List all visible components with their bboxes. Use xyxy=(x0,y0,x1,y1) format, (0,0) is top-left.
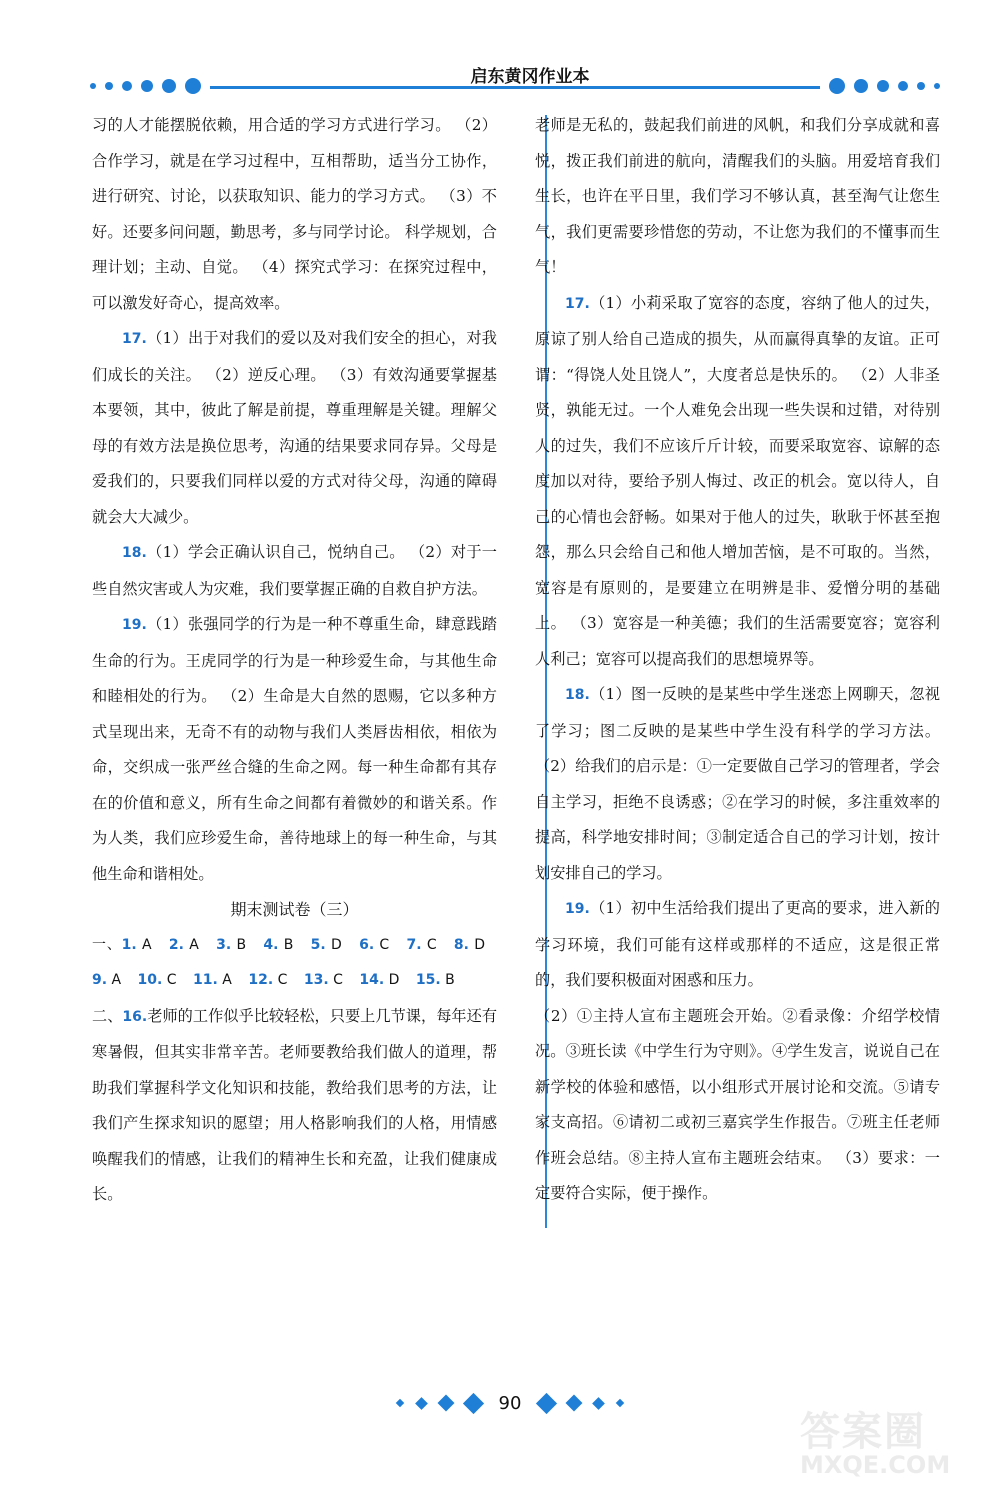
dot-icon xyxy=(934,83,940,89)
question-number: 18. xyxy=(565,687,590,703)
mc-choice: D xyxy=(325,936,342,953)
left-column xyxy=(92,108,497,1213)
right-column xyxy=(535,108,940,1212)
watermark-bottom: MXQE.COM xyxy=(800,1451,951,1479)
mc-choice: B xyxy=(231,936,247,953)
answer-text: （1）出于对我们的爱以及对我们安全的担心，对我们成长的关注。 （2）逆反心理。 （3）有效沟通要掌握基本要领，其中，彼此了解是前提，尊重理解是关键。理解父母的有效方法是换位思考，沟通的结果要求同存异。父母是爱我们的，只要我们同样以爱的方式对待父母，沟通的障碍就会大大减少。 xyxy=(92,329,497,526)
diamond-icon xyxy=(437,1395,454,1412)
mc-choice: A xyxy=(107,972,122,988)
header-dots-right xyxy=(829,78,940,94)
mc-answer xyxy=(416,972,455,988)
mc-number: 1. xyxy=(121,936,137,953)
diamond-icon xyxy=(566,1395,583,1412)
dot-icon xyxy=(854,79,868,93)
question-number: 19. xyxy=(565,901,590,917)
question-number: 19. xyxy=(122,617,147,633)
section-prefix: 一、 xyxy=(92,936,122,953)
dot-icon xyxy=(141,80,153,92)
mc-number: 12. xyxy=(248,972,274,988)
mc-answer xyxy=(263,937,293,953)
answer-text: （1）小莉采取了宽容的态度，容纳了他人的过失，原谅了别人给自己造成的损失，从而赢得真挚的友谊。正可谓：“得饶人处且饶人”，大度者总是快乐的。 （2）人非圣贤，孰能无过。一个人难免会出现一些失误和过错，对待别人的过失，我们不应该斤斤计较，而要采取宽容、谅解的态度加以对待，要给予别人悔过、改正的机会。宽以待人，自己的心情也会舒畅。如果对于他人的过失，耿耿于怀甚至抱怨，那么只会给自己和他人增加苦恼，是不可取的。当然，宽容是有原则的，是要建立在明辨是非、爱憎分明的基础上。 （3）宽容是一种美德；我们的生活需要宽容；宽容利人利己；宽容可以提高我们的思想境界等。 xyxy=(535,293,940,668)
mc-choice: B xyxy=(278,936,294,953)
mc-answer xyxy=(359,972,399,988)
question-number: 18. xyxy=(122,545,147,561)
dot-icon xyxy=(90,83,96,89)
mc-number: 15. xyxy=(415,972,441,988)
mc-choice: A xyxy=(136,936,152,953)
answer-text: （1）图一反映的是某些中学生迷恋上网聊天，忽视了学习；图二反映的是某些中学生没有科学的学习方法。 （2）给我们的启示是：①一定要做自己学习的管理者，学会自主学习，拒绝不良诱惑；②在学习的时候，多注重效率的提高，科学地安排时间；③制定适合自己的学习计划，按计划安排自己的学习。 xyxy=(535,685,940,882)
diamond-icon xyxy=(536,1392,557,1413)
mc-answer xyxy=(193,972,232,988)
answer-19 xyxy=(535,891,940,999)
question-number: 16. xyxy=(122,1008,148,1025)
mc-answer xyxy=(454,937,485,953)
mc-answer xyxy=(359,937,389,953)
mc-number: 3. xyxy=(216,936,232,953)
mc-choice: D xyxy=(384,972,400,988)
dot-icon xyxy=(185,78,201,94)
mc-answer xyxy=(216,937,246,953)
dot-icon xyxy=(877,80,889,92)
mc-number: 2. xyxy=(168,936,184,953)
page-header xyxy=(90,62,940,102)
mc-choice: C xyxy=(421,936,437,953)
multiple-choice-answers xyxy=(92,928,497,999)
answer-19-part2: （2）①主持人宣布主题班会开始。②看录像：介绍学校情况。③班长读《中学生行为守则》。④学生发言，说说自己在新学校的体验和感悟，以小组形式开展讨论和交流。⑤请专家支高招。⑥请初二或初三嘉宾学生作报告。⑦班主任老师作班会总结。⑧主持人宣布主题班会结束。 （3）要求：一定要符合实际，便于操作。 xyxy=(535,1006,940,1202)
dot-icon xyxy=(122,81,132,91)
watermark-logo xyxy=(800,1400,970,1480)
diamond-icon xyxy=(395,1399,403,1407)
mc-answer xyxy=(248,972,287,988)
mc-answer xyxy=(138,972,177,988)
mc-answer xyxy=(169,937,199,953)
mc-choice: C xyxy=(374,936,390,953)
header-title: 启东黄冈作业本 xyxy=(470,67,590,87)
mc-number: 11. xyxy=(193,972,218,988)
mc-choice: D xyxy=(468,936,486,953)
answer-16 xyxy=(92,999,497,1213)
answer-17 xyxy=(535,286,940,678)
mc-choice: B xyxy=(440,972,455,988)
dot-icon xyxy=(105,82,113,90)
mc-answer xyxy=(92,972,121,988)
answer-paragraph: 习的人才能摆脱依赖，用合适的学习方式进行学习。 （2）合作学习，就是在学习过程中，互相帮助，适当分工协作，进行研究、讨论，以获取知识、能力的学习方式。 （3）不好。还要多问问题，勤思考，多与同学讨论。 科学规划，合理计划；主动、自觉。 （4）探究式学习：在探究过程中，可以激发好奇心，提高效率。 xyxy=(92,116,497,312)
question-number: 17. xyxy=(122,331,147,347)
page-footer xyxy=(360,1388,660,1418)
mc-number: 4. xyxy=(263,936,279,953)
answer-paragraph: 老师是无私的，鼓起我们前进的风帆，和我们分享成就和喜悦，拨正我们前进的航向，清醒我们的头脑。用爱培育我们生长，也许在平日里，我们学习不够认真，甚至淘气让您生气，我们更需要珍惜您的劳动，不让您为我们的不懂事而生气！ xyxy=(535,116,940,276)
diamond-icon xyxy=(616,1399,624,1407)
mc-number: 5. xyxy=(310,936,326,953)
dot-icon xyxy=(162,79,176,93)
answer-text: 老师的工作似乎比较轻松，只要上几节课，每年还有寒暑假，但其实非常辛苦。老师要教给我们做人的道理，帮助我们掌握科学文化知识和技能，教给我们思考的方法，让我们产生探求知识的愿望；用人格影响我们的人格，用情感唤醒我们的情感，让我们的精神生长和充盈，让我们健康成长。 xyxy=(92,1006,498,1203)
mc-number: 7. xyxy=(406,936,422,953)
answer-17 xyxy=(92,321,497,535)
answer-text: （1）初中生活给我们提出了更高的要求，进入新的学习环境，我们可能有这样或那样的不适应，这是很正常的，我们要积极面对困惑和压力。 xyxy=(535,899,940,989)
mc-answer xyxy=(122,937,152,953)
diamond-icon xyxy=(415,1397,428,1410)
page-number: 90 xyxy=(498,1392,522,1414)
section-prefix: 二、 xyxy=(92,1006,123,1025)
mc-choice: A xyxy=(183,936,199,953)
mc-number: 6. xyxy=(359,936,375,953)
mc-answer xyxy=(311,937,342,953)
mc-number: 13. xyxy=(303,972,329,988)
answer-18 xyxy=(92,535,497,607)
mc-choice: C xyxy=(328,972,343,988)
mc-number: 14. xyxy=(359,972,385,988)
answer-text: （1）学会正确认识自己，悦纳自己。 （2）对于一些自然灾害或人为灾难，我们要掌握正确的自救自护方法。 xyxy=(92,543,497,598)
answer-18 xyxy=(535,677,940,891)
header-dots-left xyxy=(90,78,201,94)
mc-answer xyxy=(407,937,437,953)
dot-icon xyxy=(829,78,845,94)
diamond-icon xyxy=(462,1392,483,1413)
question-number: 17. xyxy=(565,295,590,312)
mc-number: 9. xyxy=(92,972,108,988)
watermark-top: 答案圈 xyxy=(800,1409,926,1455)
mc-choice: C xyxy=(273,972,288,988)
answer-text: （1）张强同学的行为是一种不尊重生命，肆意践踏生命的行为。王虎同学的行为是一种珍爱生命，与其他生命和睦相处的行为。 （2）生命是大自然的恩赐，它以多种方式呈现出来，无奇不有的动物与我们人类唇齿相依，相依为命，交织成一张严丝合缝的生命之网。每一种生命都有其存在的价值和意义，所有生命之间都有着微妙的和谐关系。作为人类，我们应珍爱生命，善待地球上的每一种生命，与其他生命和谐相处。 xyxy=(92,615,497,883)
exam-title: 期末测试卷（三） xyxy=(230,900,359,919)
diamond-icon xyxy=(593,1397,606,1410)
answer-19 xyxy=(92,607,497,892)
mc-choice: A xyxy=(217,972,232,988)
dot-icon xyxy=(898,81,908,91)
mc-answer xyxy=(304,972,343,988)
mc-number: 10. xyxy=(137,972,163,988)
mc-number: 8. xyxy=(453,936,469,953)
dot-icon xyxy=(917,82,925,90)
mc-choice: C xyxy=(162,972,177,988)
